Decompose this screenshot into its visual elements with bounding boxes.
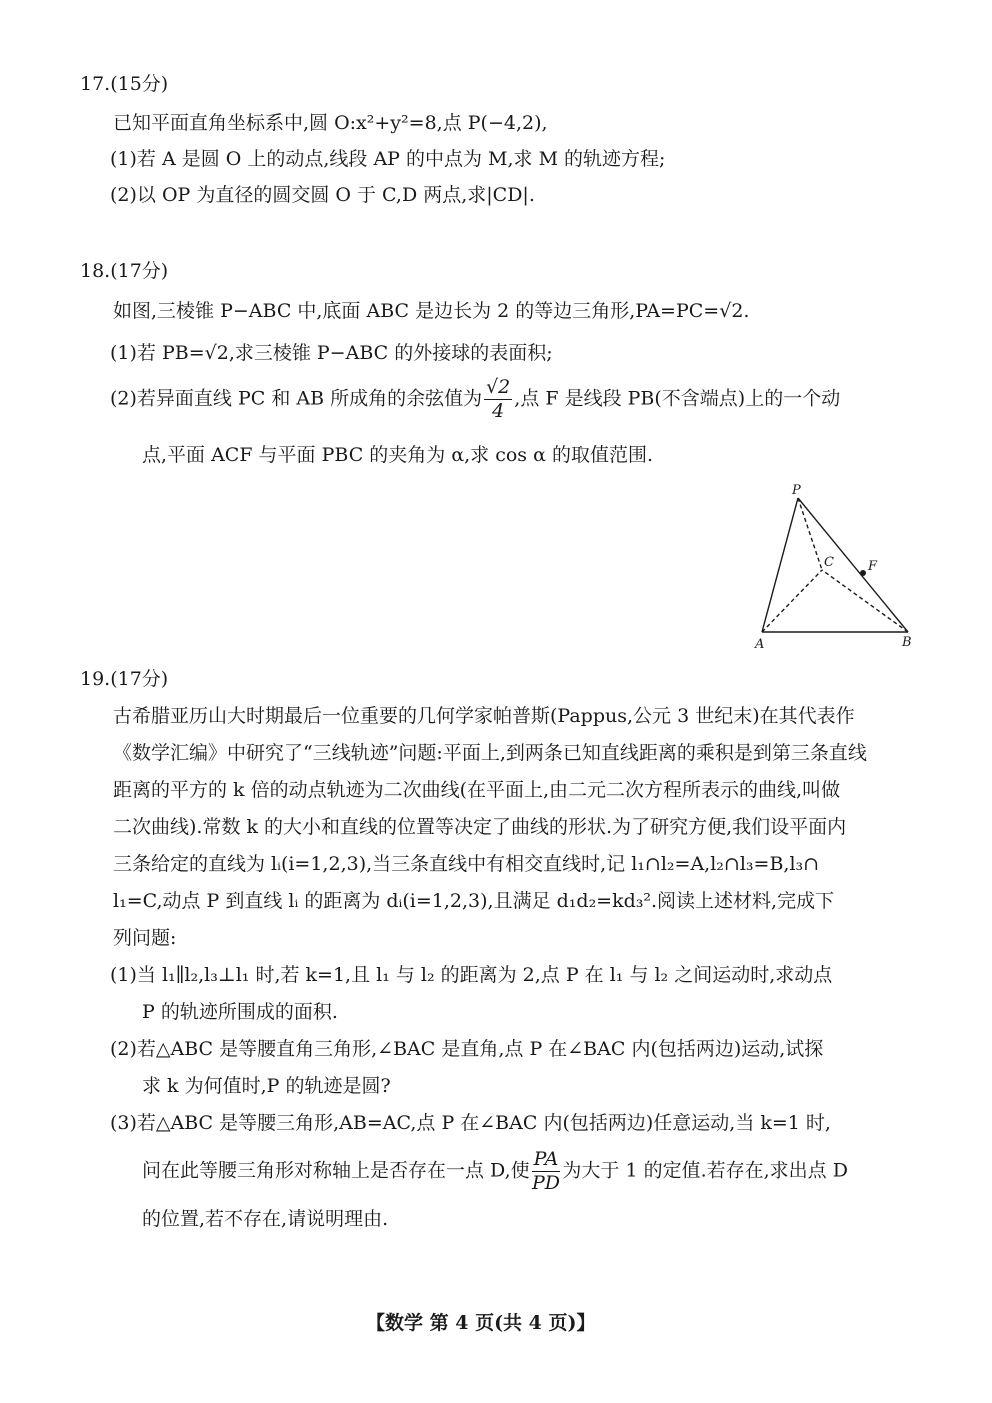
- q18-cosine-fraction: [484, 378, 512, 421]
- fraction-denominator: PD: [532, 1172, 561, 1194]
- q17-header: 17.(15分): [80, 73, 169, 95]
- q18-part1: (1)若 PB=√2,求三棱锥 P−ABC 的外接球的表面积;: [110, 342, 553, 364]
- q18-part2-text-a: (2)若异面直线 PC 和 AB 所成角的余弦值为: [110, 387, 483, 410]
- edge-PA: [762, 498, 798, 632]
- q19-part3-line3: 的位置,若不存在,请说明理由.: [142, 1208, 389, 1230]
- q19-para-line4: 二次曲线).常数 k 的大小和直线的位置等决定了曲线的形状.为了研究方便,我们设平面内: [113, 816, 847, 838]
- q17-stem: 已知平面直角坐标系中,圆 O:x²+y²=8,点 P(−4,2),: [113, 112, 548, 134]
- point-F: [860, 570, 866, 576]
- q18-stem: 如图,三棱锥 P−ABC 中,底面 ABC 是边长为 2 的等边三角形,PA=PC=√2.: [113, 300, 750, 322]
- label-B: B: [902, 635, 912, 650]
- q19-para-line3: 距离的平方的 k 倍的动点轨迹为二次曲线(在平面上,由二元二次方程所表示的曲线,叫做: [113, 779, 841, 801]
- q18-header: 18.(17分): [80, 260, 169, 282]
- label-F: F: [868, 559, 878, 574]
- q19-part3-line2: [142, 1150, 848, 1193]
- q17-part1: (1)若 A 是圆 O 上的动点,线段 AP 的中点为 M,求 M 的轨迹方程;: [110, 148, 666, 170]
- page-footer: 【数学 第 4 页(共 4 页)】: [366, 1312, 596, 1334]
- q19-ratio-fraction: [532, 1150, 561, 1193]
- q19-part3-line1: (3)若△ABC 是等腰三角形,AB=AC,点 P 在∠BAC 内(包括两边)任意运动,当 k=1 时,: [110, 1112, 831, 1134]
- q19-header: 19.(17分): [80, 668, 169, 690]
- q18-part2-line2: 点,平面 ACF 与平面 PBC 的夹角为 α,求 cos α 的取值范围.: [142, 444, 654, 466]
- edge-PB: [798, 498, 908, 632]
- q19-para-line7: 列问题:: [113, 927, 177, 949]
- tetrahedron-figure: [750, 480, 920, 650]
- q17-part2: (2)以 OP 为直径的圆交圆 O 于 C,D 两点,求|CD|.: [110, 184, 535, 206]
- label-P: P: [792, 483, 801, 498]
- label-A: A: [755, 637, 765, 650]
- q19-part2-line1: (2)若△ABC 是等腰直角三角形,∠BAC 是直角,点 P 在∠BAC 内(包括两边)运动,试探: [110, 1038, 824, 1060]
- label-C: C: [824, 555, 834, 570]
- fraction-numerator: √2: [486, 376, 511, 398]
- q18-part2-line1: [110, 378, 840, 421]
- q19-para-line6: l₁=C,动点 P 到直线 lᵢ 的距离为 dᵢ(i=1,2,3),且满足 d₁d₂=kd₃².阅读上述材料,完成下: [113, 890, 835, 912]
- q19-part2-line2: 求 k 为何值时,P 的轨迹是圆?: [142, 1075, 391, 1097]
- fraction-denominator: 4: [492, 400, 505, 422]
- fraction-numerator: PA: [533, 1148, 559, 1170]
- edge-PC: [798, 498, 822, 570]
- q19-part1-line2: P 的轨迹所围成的面积.: [142, 1001, 338, 1023]
- q19-part3-text-a: 问在此等腰三角形对称轴上是否存在一点 D,使: [142, 1159, 530, 1182]
- q19-part1-line1: (1)当 l₁∥l₂,l₃⊥l₁ 时,若 k=1,且 l₁ 与 l₂ 的距离为 2,点 P 在 l₁ 与 l₂ 之间运动时,求动点: [110, 964, 833, 986]
- q19-para-line1: 古希腊亚历山大时期最后一位重要的几何学家帕普斯(Pappus,公元 3 世纪末)在其代表作: [113, 705, 855, 727]
- q19-para-line5: 三条给定的直线为 lᵢ(i=1,2,3),当三条直线中有相交直线时,记 l₁∩l₂=A,l₂∩l₃=B,l₃∩: [113, 853, 820, 875]
- q18-part2-text-b: ,点 F 是线段 PB(不含端点)上的一个动: [514, 387, 841, 410]
- q19-part3-text-b: 为大于 1 的定值.若存在,求出点 D: [562, 1159, 848, 1182]
- q19-para-line2: 《数学汇编》中研究了“三线轨迹”问题:平面上,到两条已知直线距离的乘积是到第三条直线: [113, 742, 867, 764]
